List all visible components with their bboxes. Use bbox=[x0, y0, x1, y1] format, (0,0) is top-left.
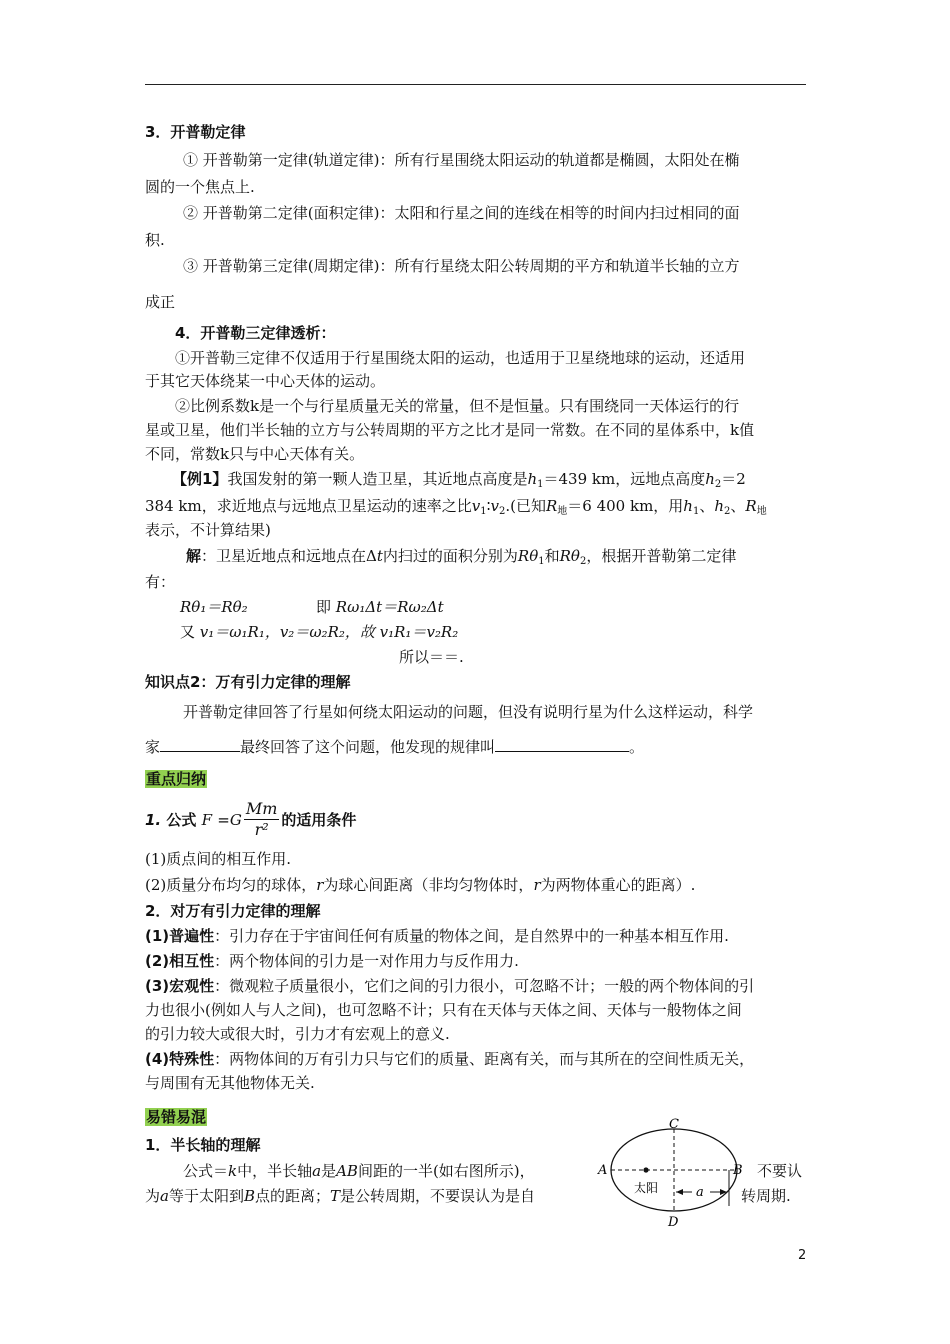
semi-major-line1-end: 不要认 bbox=[757, 1162, 803, 1180]
example-line3: 表示，不计算结果) bbox=[145, 521, 271, 539]
universality: (1)普遍性：引力存在于宇宙间任何有质量的物体之间，是自然界中的一种基本相互作用. bbox=[145, 927, 729, 945]
specificity-line2: 与周围有无其他物体无关. bbox=[145, 1074, 315, 1092]
law1-line1: ① 开普勒第一定律(轨道定律)：所有行星围绕太阳运动的轨道都是椭圆，太阳处在椭 bbox=[183, 151, 740, 169]
example-line1: 【例1】我国发射的第一颗人造卫星，其近地点高度是$h_1=439$ km，远地点高度$h_2=2$ bbox=[172, 470, 746, 490]
semi-major-line2: 为a等于太阳到B点的距离；T是公转周期，不要误认为是自 bbox=[145, 1187, 536, 1205]
solution-eq1b: 即 Rω₁Δt＝Rω₂Δt bbox=[316, 598, 444, 616]
ellipse-figure bbox=[596, 1114, 746, 1234]
k2-heading: 知识点2：万有引力定律的理解 bbox=[145, 673, 351, 691]
solution-line2: 有： bbox=[145, 573, 176, 591]
solution-eq3: 所以＝＝. bbox=[399, 648, 464, 666]
macroscopic-line1: (3)宏观性：微观粒子质量很小，它们之间的引力很小，可忽略不计；一般的两个物体间的引 bbox=[145, 977, 755, 995]
law2-line1: ② 开普勒第二定律(面积定律)：太阳和行星之间的连线在相等的时间内扫过相同的面 bbox=[183, 204, 740, 222]
a-arrow-left bbox=[676, 1189, 683, 1195]
law1-line2: 圆的一个焦点上. bbox=[145, 178, 255, 196]
header-rule bbox=[145, 84, 806, 85]
solution-eq2: 又 v₁＝ω₁R₁，v₂＝ω₂R₂，故 v₁R₁＝v₂R₂ bbox=[180, 623, 459, 641]
law3-line2: 成正 bbox=[145, 293, 176, 311]
semi-major-heading: 1．半长轴的理解 bbox=[145, 1136, 261, 1154]
example-tag: 【例1】 bbox=[172, 470, 228, 488]
label-D: D bbox=[668, 1215, 679, 1230]
label-B: B bbox=[733, 1163, 743, 1178]
blank-law[interactable] bbox=[495, 737, 629, 752]
example-line2: 384 km，求近地点与远地点卫星运动的速率之比$v_1∶v_2$.(已知$R_地=6$ 400 km，用$h_1$、$h_2$、$R_地$ bbox=[145, 497, 767, 517]
law2-line2: 积. bbox=[145, 231, 165, 249]
solution-eq1: Rθ₁＝Rθ₂ bbox=[180, 598, 248, 616]
label-sun: 太阳 bbox=[634, 1181, 659, 1195]
mutuality: (2)相互性：两个物体间的引力是一对作用力与反作用力. bbox=[145, 952, 519, 970]
focus-tag: 重点归纳 bbox=[146, 770, 207, 788]
s4-p2-line1: ②比例系数k是一个与行星质量无关的常量，但不是恒量。只有围绕同一天体运行的行 bbox=[175, 397, 740, 415]
specificity-line1: (4)特殊性：两物体间的万有引力只与它们的质量、距离有关，而与其所在的空间性质无关， bbox=[145, 1050, 755, 1068]
section-4-heading: 4．开普勒三定律透析： bbox=[175, 324, 336, 342]
label-a: a bbox=[696, 1185, 704, 1200]
understanding-heading: 2．对万有引力定律的理解 bbox=[145, 902, 321, 920]
law3-line1: ③ 开普勒第三定律(周期定律)：所有行星绕太阳公转周期的平方和轨道半长轴的立方 bbox=[183, 257, 740, 275]
macroscopic-line2: 力也很小(例如人与人之间)，也可忽略不计；只有在天体与天体之间、天体与一般物体之间 bbox=[145, 1001, 742, 1019]
s4-p2-line3: 不同，常数k只与中心天体有关。 bbox=[145, 445, 365, 463]
formula-heading: 1. 公式 F = G $\frac{Mm}{\text{r²}}$ 的适用条件 bbox=[145, 799, 357, 839]
page-number: 2 bbox=[798, 1248, 807, 1263]
s4-p1-line2: 于其它天体绕某一中心天体的运动。 bbox=[145, 372, 386, 390]
s4-p2-line2: 星或卫星，他们半长轴的立方与公转周期的平方之比才是同一常数。在不同的星体系中，k值 bbox=[145, 421, 755, 439]
k2-para-line1: 开普勒定律回答了行星如何绕太阳运动的问题，但没有说明行星为什么这样运动，科学 bbox=[183, 703, 754, 721]
section-3-heading: 3．开普勒定律 bbox=[145, 123, 246, 141]
label-A: A bbox=[598, 1163, 608, 1178]
sun-dot bbox=[643, 1167, 648, 1172]
blank-scientist[interactable] bbox=[160, 737, 240, 752]
k2-para-line2: 家 最终回答了这个问题，他发现的规律叫 。 bbox=[145, 738, 645, 756]
solution-line1: 解：卫星近地点和远地点在Δt内扫过的面积分别为$R\theta_1$和$R\theta_2$，根据开普勒第二定律 bbox=[186, 547, 737, 567]
semi-major-line2-end: 转周期. bbox=[741, 1187, 791, 1205]
condition-2: (2)质量分布均匀的球体，r为球心间距离（非均匀物体时，r为两物体重心的距离）. bbox=[145, 876, 696, 894]
label-C: C bbox=[669, 1117, 679, 1132]
condition-1: (1)质点间的相互作用. bbox=[145, 850, 292, 868]
s4-p1-line1: ①开普勒三定律不仅适用于行星围绕太阳的运动，也适用于卫星绕地球的运动，还适用 bbox=[175, 349, 746, 367]
semi-major-line1: 公式＝k中，半长轴a是AB间距的一半(如右图所示)， bbox=[183, 1162, 535, 1180]
macroscopic-line3: 的引力较大或很大时，引力才有宏观上的意义. bbox=[145, 1025, 450, 1043]
errors-tag: 易错易混 bbox=[146, 1108, 207, 1126]
formula-fraction: $\frac{Mm}{\text{r²}}$ bbox=[245, 799, 278, 839]
